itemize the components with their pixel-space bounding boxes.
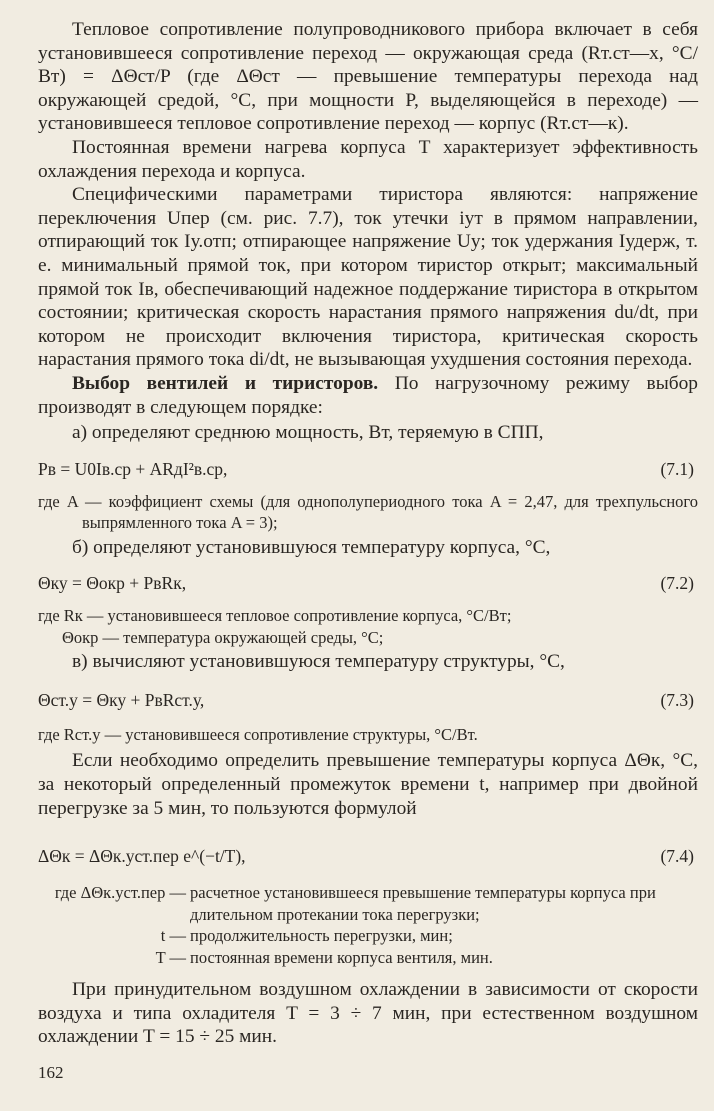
equation-7-1-body: Pв = U0Iв.ср + ARдI²в.ср,	[38, 458, 228, 479]
equation-7-4-body: ΔΘк = ΔΘк.уст.пер e^(−t/T),	[38, 846, 246, 867]
legend-value-time-constant: постоянная времени корпуса вентиля, мин.	[190, 947, 493, 967]
note-case-resistance: где Rк — установившееся тепловое сопротивление корпуса, °С/Вт;	[38, 606, 512, 626]
legend-list	[38, 882, 698, 968]
legend-key-time-constant: T —	[155, 947, 186, 967]
paragraph-overheat: Если необходимо определить превышение температуры корпуса ΔΘк, °С, за некоторый определенный промежуток времени t, например при двойной перегрузке за 5 мин, то пользуются формулой	[38, 750, 698, 819]
equation-7-3	[38, 688, 698, 712]
section-heading-rest: По нагрузочному режиму выбор производят в следующем порядке:	[38, 372, 698, 418]
equation-7-2-number: (7.2)	[660, 573, 694, 594]
page-number: 162	[38, 1062, 64, 1082]
equation-7-2	[38, 571, 698, 595]
paragraph-thyristor-parameters: Специфическими параметрами тиристора являются: напряжение переключения Uпер (см. рис. 7.7), ток утечки iут в прямом направлении, отпирающий ток Iу.отп; отпирающее напряжение Uу; ток удержания Iудерж, т. е. минимальный прямой ток, при котором тиристор открыт; максимальный прямой ток Iв, обеспечивающий надежное поддержание тиристора в открытом состоянии; критическая скорость нарастания прямого напряжения du/dt, при котором не происходит включения тиристора, критическая скорость нарастания прямого тока di/dt, не вызывающая ухудшения состояния перехода.	[38, 184, 698, 371]
equation-7-2-body: Θку = Θокр + PвRк,	[38, 573, 187, 594]
equation-7-4-number: (7.4)	[660, 846, 694, 867]
paragraph-time-constant: Постоянная времени нагрева корпуса T характеризует эффективность охлаждения перехода и корпуса.	[38, 136, 698, 182]
legend-key-duration: t —	[160, 926, 186, 946]
note-ambient: Θокр — температура окружающей среды, °С;	[62, 627, 384, 647]
note-coefficient: где A — коэффициент схемы (для однополупериодного тока A = 2,47, для трехпульсного выпрямленного тока A = 3);	[38, 491, 698, 533]
paragraph-thermal-resistance: Тепловое сопротивление полупроводникового прибора включает в себя установившееся сопротивление переход — окружающая среда (Rт.ст—х, °С/Вт) = ΔΘст/P (где ΔΘст — превышение температуры перехода над окружающей средой, °С, при мощности P, выделяющейся в переходе) — установившееся тепловое сопротивление переход — корпус (Rт.ст—к).	[38, 19, 698, 135]
equation-7-1	[38, 457, 698, 481]
item-a: а) определяют среднюю мощность, Вт, теряемую в СПП,	[72, 422, 544, 444]
equation-7-1-number: (7.1)	[660, 458, 694, 479]
legend-key-overheat: где ΔΘк.уст.пер —	[54, 883, 186, 903]
paragraph-selection	[38, 372, 698, 419]
item-b: б) определяют установившуюся температуру корпуса, °С,	[72, 536, 551, 558]
equation-7-3-body: Θст.у = Θку + PвRст.у,	[38, 689, 205, 710]
section-heading: Выбор вентилей и тиристоров.	[72, 372, 379, 394]
equation-7-4	[38, 844, 698, 868]
legend-value-overheat: расчетное установившееся превышение температуры корпуса при длительном протекании тока перегрузки;	[190, 883, 656, 924]
note-structure-resistance: где Rст.у — установившееся сопротивление структуры, °С/Вт.	[38, 724, 478, 744]
item-c: в) вычисляют установившуюся температуру структуры, °С,	[72, 651, 565, 673]
paragraph-cooling: При принудительном воздушном охлаждении в зависимости от скорости воздуха и типа охладителя T = 3 ÷ 7 мин, при естественном воздушном охлаждении T = 15 ÷ 25 мин.	[38, 979, 698, 1048]
equation-7-3-number: (7.3)	[660, 689, 694, 710]
legend-value-duration: продолжительность перегрузки, мин;	[190, 926, 453, 946]
